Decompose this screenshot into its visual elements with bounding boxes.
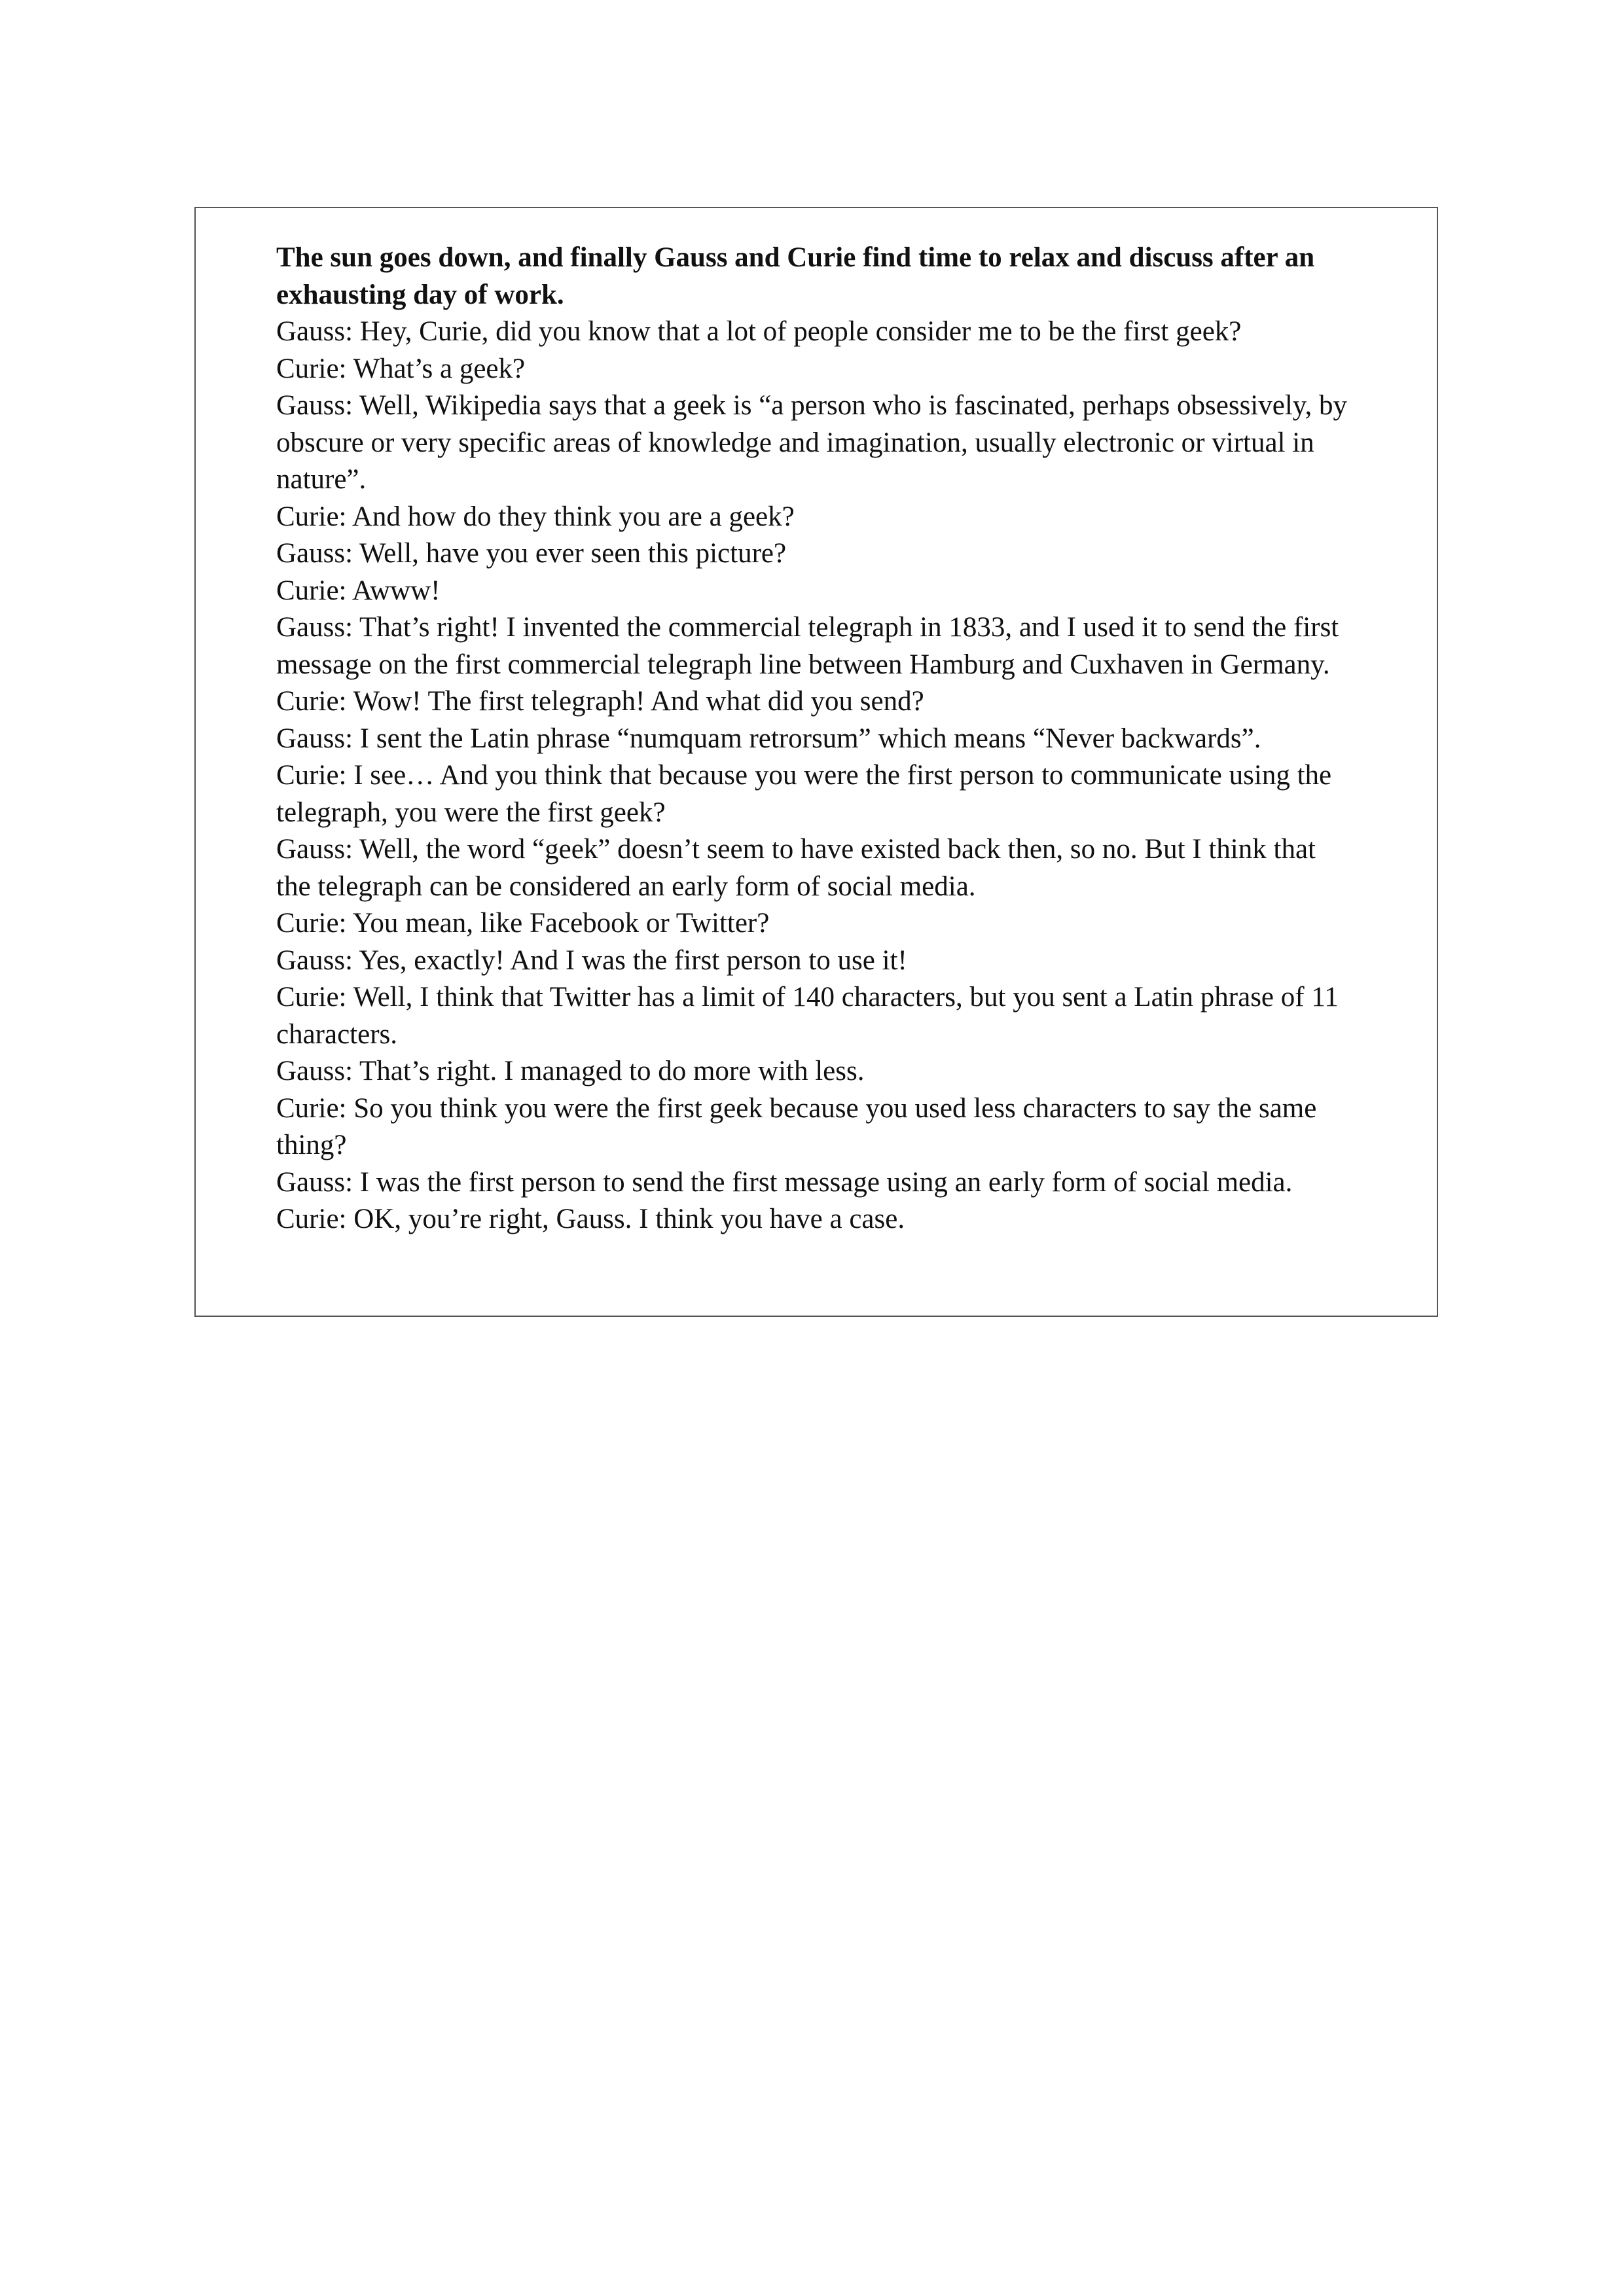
dialogue-line: Gauss: I sent the Latin phrase “numquam retrorsum” which means “Never backwards”.	[276, 723, 1261, 754]
dialogue-line: Curie: Well, I think that Twitter has a limit of 140 characters, but you sent a Latin phrase of 11 characters.	[276, 982, 1339, 1050]
dialogue-line: Curie: What’s a geek?	[276, 353, 526, 384]
dialogue-line: Gauss: Yes, exactly! And I was the first person to use it!	[276, 944, 907, 976]
dialogue-line: Curie: I see… And you think that because you were the first person to communicate using the telegraph, you were the first geek?	[276, 760, 1332, 828]
dialogue-line: Gauss: That’s right! I invented the commercial telegraph in 1833, and I used it to send the first message on the first commercial telegraph line between Hamburg and Cuxhaven in Germany.	[276, 612, 1339, 680]
dialogue-line: Curie: So you think you were the first geek because you used less characters to say the same thing?	[276, 1092, 1317, 1160]
dialogue-line: Curie: Wow! The first telegraph! And what did you send?	[276, 686, 924, 717]
dialogue-title: The sun goes down, and finally Gauss and Curie find time to relax and discuss after an exhausting day of work.	[276, 242, 1315, 310]
dialogue-line: Gauss: Well, have you ever seen this picture?	[276, 538, 787, 569]
dialogue-line: Gauss: That’s right. I managed to do more with less.	[276, 1056, 865, 1086]
dialogue-line: Gauss: Well, Wikipedia says that a geek is “a person who is fascinated, perhaps obsessively, by obscure or very specific areas of knowledge and imagination, usually electronic or virtual in nature”.	[276, 390, 1347, 495]
dialogue-line: Gauss: Hey, Curie, did you know that a lot of people consider me to be the first geek?	[276, 316, 1242, 347]
dialogue-line: Gauss: Well, the word “geek” doesn’t seem to have existed back then, so no. But I think that the telegraph can be considered an early form of social media.	[276, 834, 1316, 902]
dialogue-line: Curie: OK, you’re right, Gauss. I think you have a case.	[276, 1204, 905, 1234]
dialogue-line: Gauss: I was the first person to send the first message using an early form of social media.	[276, 1166, 1293, 1198]
dialogue-line: Curie: And how do they think you are a geek?	[276, 501, 795, 532]
dialogue-text	[276, 240, 1356, 1238]
dialogue-line: Curie: You mean, like Facebook or Twitter?	[276, 908, 770, 939]
dialogue-line: Curie: Awww!	[276, 575, 441, 606]
